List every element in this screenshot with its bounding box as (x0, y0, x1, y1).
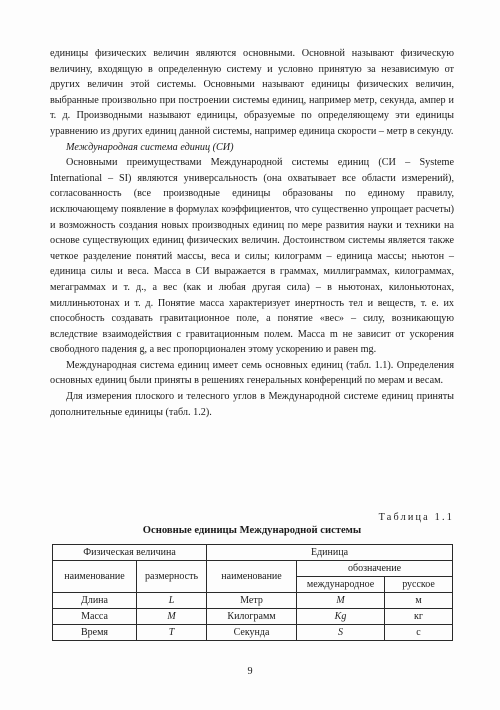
header-unit: Единица (207, 545, 453, 561)
cell-international: M (297, 593, 385, 609)
paragraph-1: единицы физических величин являются основными. Основной называют физическую величину, входящую в определенную систему и условно принятую за независимую от других величин этой системы. Основными называют единицы физических величин, выбранные произвольно при построении системы единиц, например метр, секунда, ампер и т. д. Производными называют единицы, образуемые по определяющему эти единицы уравнению из других единиц данной системы, например единица скорости – метр в секунду. (50, 48, 454, 137)
table-header-row-2 (53, 561, 453, 577)
cell-unit-name: Килограмм (207, 609, 297, 625)
header-name: наименование (53, 561, 137, 593)
cell-dimension: M (137, 609, 207, 625)
cell-russian: м (385, 593, 453, 609)
cell-quantity-name: Время (53, 625, 137, 641)
table-row (53, 625, 453, 641)
cell-dimension: L (137, 593, 207, 609)
header-russian: русское (385, 577, 453, 593)
cell-russian: кг (385, 609, 453, 625)
cell-quantity-name: Длина (53, 593, 137, 609)
cell-unit-name: Метр (207, 593, 297, 609)
table-row (53, 593, 453, 609)
cell-international: S (297, 625, 385, 641)
page-number: 9 (247, 666, 253, 677)
header-physical-quantity: Физическая величина (53, 545, 207, 561)
cell-international: Kg (297, 609, 385, 625)
table-header-row-1 (53, 545, 453, 561)
table-row (53, 609, 453, 625)
header-dimension: размерность (137, 561, 207, 593)
paragraph-2: Основными преимуществами Международной системы единиц (СИ – Systeme International – SI) являются универсальность (она охватывает все области измерений), согласованность (все производные единицы образованы по единому правилу, исключающему появление в формулах коэффициентов, что существенно упрощает расчеты) и возможность создания новых производных единиц по мере развития науки и техники на основе существующих единиц физических величин. Достоинством системы является также четкое разделение понятий массы, веса и силы; килограмм – единица массы; ньютон – единица силы и веса. Масса в СИ выражается в граммах, миллиграммах, килограммах, мегаграммах и т. д., а вес (как и любая другая сила) – в ньютонах, килоньютонах, миллиньютонах и т. д. Понятие масса характеризует инертность тел и веществ, т. е. их способность создавать гравитационное поле, а понятие «вес» – силу, возникающую вследствие взаимодействия с гравитационным полем. Масса m не зависит от ускорения свободного падения g, а вес пропорционален этому ускорению и равен mg. (50, 157, 454, 356)
section-subheading: Международная система единиц (СИ) (66, 141, 234, 153)
table-label: Таблица 1.1 (378, 512, 454, 523)
header-international: международное (297, 577, 385, 593)
cell-russian: с (385, 625, 453, 641)
table-title: Основные единицы Международной системы (142, 525, 362, 536)
paragraph-3: Международная система единиц имеет семь основных единиц (табл. 1.1). Определения основных единиц были приняты в решениях генеральных конференций по мерам и весам. (50, 359, 454, 387)
cell-unit-name: Секунда (207, 625, 297, 641)
cell-dimension: T (137, 625, 207, 641)
paragraph-4: Для измерения плоского и телесного углов в Международной системе единиц приняты дополнительные единицы (табл. 1.2). (50, 391, 454, 418)
header-designation: обозначение (297, 561, 453, 577)
cell-quantity-name: Масса (53, 609, 137, 625)
base-units-table (52, 544, 453, 641)
body-text (50, 46, 454, 420)
header-unit-name: наименование (207, 561, 297, 593)
